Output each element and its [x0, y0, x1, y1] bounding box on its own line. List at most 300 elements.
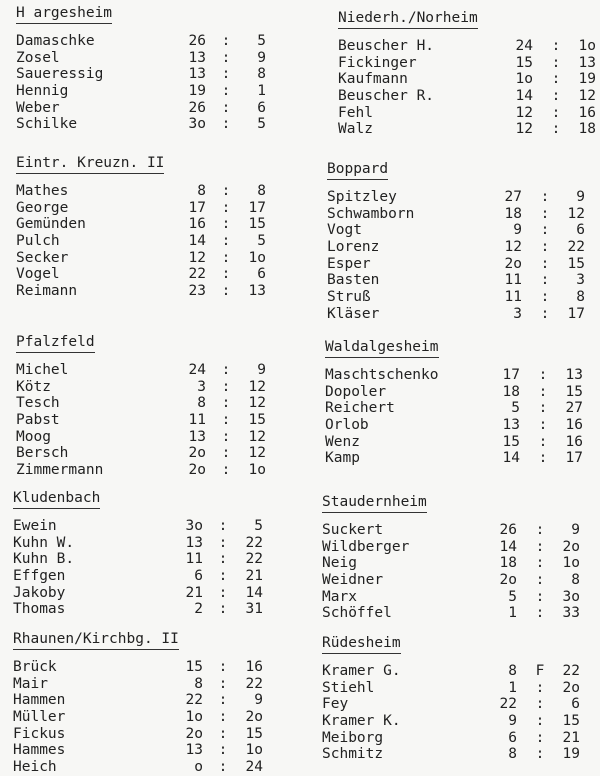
- score-separator: :: [221, 283, 231, 300]
- score-b: 1o: [248, 249, 266, 266]
- score-a: 12: [188, 249, 206, 266]
- player-name: Reimann: [16, 283, 78, 300]
- player-row: [327, 189, 597, 206]
- player-row: [13, 568, 283, 585]
- score-separator: :: [218, 551, 228, 568]
- player-row: [13, 518, 283, 535]
- player-name: Marx: [322, 588, 357, 605]
- team-block: [338, 7, 600, 138]
- player-row: [13, 659, 283, 676]
- score-b: 1: [257, 83, 266, 100]
- score-a: 15: [515, 54, 533, 71]
- score-b: 12: [567, 205, 585, 222]
- score-separator: :: [221, 33, 231, 49]
- score-b: 18: [578, 121, 596, 138]
- score-b: 13: [248, 283, 266, 300]
- player-name: Orlob: [325, 417, 369, 434]
- score-separator: :: [540, 289, 550, 306]
- score-b: 8: [571, 572, 580, 589]
- score-b: 6: [257, 99, 266, 116]
- score-b: 21: [245, 568, 263, 585]
- player-name: Struß: [327, 289, 371, 306]
- player-row: [322, 730, 592, 747]
- score-separator: :: [535, 696, 545, 713]
- player-name: Spitzley: [327, 189, 397, 205]
- player-name: Schmitz: [322, 746, 384, 763]
- player-name: Schilke: [16, 116, 78, 133]
- score-a: 9: [508, 713, 517, 730]
- score-separator: :: [221, 66, 231, 83]
- player-row: [16, 183, 286, 200]
- score-b: 8: [257, 183, 266, 199]
- player-name: Schöffel: [322, 605, 392, 622]
- score-b: 8: [576, 289, 585, 306]
- score-separator: :: [535, 729, 545, 746]
- score-b: 3o: [562, 588, 580, 605]
- score-b: 15: [245, 725, 263, 742]
- score-b: 12: [248, 378, 266, 395]
- player-row: [338, 55, 600, 72]
- player-name: Weidner: [322, 572, 384, 589]
- score-a: 23: [188, 283, 206, 300]
- score-a: o: [194, 759, 203, 776]
- player-row: [13, 551, 283, 568]
- player-name: Gemünden: [16, 216, 86, 233]
- player-name: Fehl: [338, 104, 373, 121]
- player-row: [16, 100, 286, 117]
- player-name: Mathes: [16, 183, 69, 199]
- player-name: Damaschke: [16, 33, 95, 49]
- score-separator: :: [221, 49, 231, 66]
- score-a: 16: [188, 216, 206, 233]
- score-separator: :: [538, 417, 548, 434]
- score-a: 11: [504, 289, 522, 306]
- player-name: Effgen: [13, 568, 66, 585]
- score-a: 11: [185, 551, 203, 568]
- score-a: 1: [508, 605, 517, 622]
- score-b: 16: [565, 433, 583, 450]
- player-row: [327, 222, 597, 239]
- score-b: 1o: [245, 742, 263, 759]
- score-separator: :: [221, 216, 231, 233]
- player-row: [16, 266, 286, 283]
- score-b: 5: [257, 116, 266, 133]
- player-row: [16, 83, 286, 100]
- player-row: [16, 216, 286, 233]
- player-row: [16, 66, 286, 83]
- score-separator: :: [221, 83, 231, 100]
- score-separator: :: [218, 568, 228, 585]
- player-row: [13, 709, 283, 726]
- player-name: Suckert: [322, 522, 384, 538]
- player-name: Vogel: [16, 266, 60, 283]
- score-b: 5: [257, 233, 266, 250]
- player-row: [325, 384, 595, 401]
- team-title: Pfalzfeld: [16, 334, 95, 353]
- player-name: Walz: [338, 121, 373, 138]
- player-name: Brück: [13, 659, 57, 675]
- score-separator: :: [218, 709, 228, 726]
- score-a: 1o: [515, 71, 533, 88]
- score-a: 13: [188, 49, 206, 66]
- score-separator: :: [535, 713, 545, 730]
- player-row: [325, 434, 595, 451]
- player-row: [13, 585, 283, 602]
- player-name: Jakoby: [13, 584, 66, 601]
- player-name: Kamp: [325, 450, 360, 467]
- score-b: 1o: [248, 462, 266, 479]
- score-b: 3: [576, 272, 585, 289]
- player-name: Pabst: [16, 412, 60, 429]
- player-name: Zimmermann: [16, 462, 104, 479]
- player-name: Meiborg: [322, 729, 384, 746]
- score-b: 8: [257, 66, 266, 83]
- score-separator: :: [221, 445, 231, 462]
- score-b: 15: [567, 255, 585, 272]
- score-separator: :: [218, 534, 228, 551]
- team-block: [16, 331, 286, 479]
- score-a: 22: [499, 696, 517, 713]
- player-name: Maschtschenko: [325, 367, 439, 383]
- player-row: [325, 367, 595, 384]
- player-row: [13, 742, 283, 759]
- player-name: Tesch: [16, 395, 60, 412]
- player-name: Secker: [16, 249, 69, 266]
- score-a: 14: [502, 450, 520, 467]
- player-row: [16, 250, 286, 267]
- player-row: [325, 417, 595, 434]
- score-separator: :: [535, 679, 545, 696]
- score-a: 5: [508, 588, 517, 605]
- score-separator: :: [221, 428, 231, 445]
- player-row: [13, 726, 283, 743]
- player-name: Kötz: [16, 378, 51, 395]
- player-name: Kläser: [327, 305, 380, 322]
- player-row: [16, 445, 286, 462]
- score-separator: :: [540, 255, 550, 272]
- player-row: [16, 50, 286, 67]
- score-a: 18: [504, 205, 522, 222]
- score-separator: :: [538, 433, 548, 450]
- score-separator: :: [540, 239, 550, 256]
- score-b: 24: [245, 759, 263, 776]
- score-a: 3: [513, 305, 522, 322]
- score-b: 9: [257, 49, 266, 66]
- score-separator: :: [221, 266, 231, 283]
- score-b: 2o: [245, 709, 263, 726]
- player-name: Moog: [16, 428, 51, 445]
- score-separator: :: [540, 222, 550, 239]
- player-row: [16, 412, 286, 429]
- score-a: 17: [502, 367, 520, 383]
- score-separator: :: [218, 692, 228, 709]
- player-row: [322, 589, 592, 606]
- score-b: 14: [245, 584, 263, 601]
- score-b: 17: [248, 199, 266, 216]
- team-title: Boppard: [327, 161, 388, 180]
- score-a: 24: [188, 362, 206, 378]
- player-name: Heich: [13, 759, 57, 776]
- player-name: Schwamborn: [327, 205, 415, 222]
- player-row: [327, 272, 597, 289]
- player-row: [16, 395, 286, 412]
- score-separator: :: [540, 305, 550, 322]
- score-a: 22: [188, 266, 206, 283]
- player-name: Zosel: [16, 49, 60, 66]
- player-name: Beuscher H.: [338, 38, 435, 54]
- score-separator: :: [538, 450, 548, 467]
- score-separator: :: [551, 71, 561, 88]
- score-b: 16: [565, 417, 583, 434]
- score-a: 3o: [185, 518, 203, 534]
- score-separator: :: [551, 121, 561, 138]
- score-a: 5: [511, 400, 520, 417]
- team-title: Waldalgesheim: [325, 339, 439, 358]
- player-row: [322, 663, 592, 680]
- score-b: 2o: [562, 679, 580, 696]
- player-row: [322, 572, 592, 589]
- score-a: 12: [515, 104, 533, 121]
- player-row: [16, 33, 286, 50]
- player-row: [338, 38, 600, 55]
- score-separator: :: [221, 462, 231, 479]
- team-title: Eintr. Kreuzn. II: [16, 155, 164, 174]
- score-b: 1o: [562, 555, 580, 572]
- player-name: Thomas: [13, 601, 66, 618]
- score-a: 14: [188, 233, 206, 250]
- player-row: [16, 429, 286, 446]
- player-row: [327, 289, 597, 306]
- score-b: 9: [571, 522, 580, 538]
- player-name: Dopoler: [325, 383, 387, 400]
- score-b: 5: [257, 33, 266, 49]
- team-block: [13, 628, 283, 776]
- player-name: Hennig: [16, 83, 69, 100]
- score-separator: :: [535, 555, 545, 572]
- player-row: [16, 116, 286, 133]
- score-b: 15: [565, 383, 583, 400]
- player-name: Wildberger: [322, 538, 410, 555]
- player-name: Vogt: [327, 222, 362, 239]
- team-title: H argesheim: [16, 5, 112, 24]
- player-row: [325, 400, 595, 417]
- score-a: 2: [194, 601, 203, 618]
- score-b: 12: [248, 445, 266, 462]
- score-a: 3o: [188, 116, 206, 133]
- score-a: 14: [515, 88, 533, 105]
- score-a: 11: [188, 412, 206, 429]
- score-a: 13: [502, 417, 520, 434]
- score-b: 22: [567, 239, 585, 256]
- player-row: [327, 306, 597, 323]
- score-separator: :: [540, 205, 550, 222]
- score-a: 18: [499, 555, 517, 572]
- score-a: 17: [188, 199, 206, 216]
- player-row: [338, 71, 600, 88]
- player-name: Esper: [327, 255, 371, 272]
- team-title: Kludenbach: [13, 490, 100, 509]
- score-a: 1: [508, 679, 517, 696]
- score-b: 13: [565, 367, 583, 383]
- player-row: [322, 713, 592, 730]
- score-a: 22: [185, 692, 203, 709]
- score-b: 9: [257, 362, 266, 378]
- score-separator: F: [535, 663, 545, 679]
- player-name: Michel: [16, 362, 69, 378]
- player-name: Stiehl: [322, 679, 375, 696]
- score-a: 8: [508, 663, 517, 679]
- score-b: 2o: [562, 538, 580, 555]
- player-name: Bersch: [16, 445, 69, 462]
- score-a: 2o: [499, 572, 517, 589]
- player-row: [16, 200, 286, 217]
- player-row: [327, 256, 597, 273]
- player-name: Hammen: [13, 692, 66, 709]
- score-b: 15: [248, 216, 266, 233]
- player-name: Beuscher R.: [338, 88, 435, 105]
- score-separator: :: [535, 746, 545, 763]
- score-a: 12: [504, 239, 522, 256]
- score-a: 26: [188, 99, 206, 116]
- score-b: 12: [578, 88, 596, 105]
- score-b: 9: [576, 189, 585, 205]
- score-separator: :: [540, 189, 550, 205]
- score-separator: :: [218, 675, 228, 692]
- player-name: Saueressig: [16, 66, 104, 83]
- score-a: 3: [197, 378, 206, 395]
- score-separator: :: [221, 199, 231, 216]
- player-name: Fickinger: [338, 54, 417, 71]
- score-b: 16: [578, 104, 596, 121]
- score-b: 27: [565, 400, 583, 417]
- score-a: 15: [502, 433, 520, 450]
- score-a: 12: [515, 121, 533, 138]
- score-a: 13: [188, 428, 206, 445]
- score-b: 1o: [578, 38, 596, 54]
- score-a: 26: [188, 33, 206, 49]
- player-row: [322, 555, 592, 572]
- player-row: [16, 379, 286, 396]
- score-separator: :: [218, 584, 228, 601]
- score-b: 5: [254, 518, 263, 534]
- score-b: 22: [562, 663, 580, 679]
- player-name: Lorenz: [327, 239, 380, 256]
- score-b: 6: [257, 266, 266, 283]
- score-separator: :: [221, 412, 231, 429]
- player-row: [13, 759, 283, 776]
- player-row: [16, 233, 286, 250]
- team-title: Rüdesheim: [322, 635, 401, 654]
- score-separator: :: [538, 367, 548, 383]
- score-separator: :: [538, 400, 548, 417]
- player-row: [13, 692, 283, 709]
- score-a: 24: [515, 38, 533, 54]
- team-block: [322, 632, 592, 763]
- score-separator: :: [551, 88, 561, 105]
- score-b: 6: [571, 696, 580, 713]
- score-b: 15: [562, 713, 580, 730]
- player-name: Reichert: [325, 400, 395, 417]
- score-separator: :: [218, 742, 228, 759]
- player-name: Neig: [322, 555, 357, 572]
- player-row: [16, 362, 286, 379]
- score-separator: :: [221, 183, 231, 199]
- score-b: 15: [248, 412, 266, 429]
- score-b: 21: [562, 729, 580, 746]
- score-b: 22: [245, 551, 263, 568]
- team-block: [16, 152, 286, 300]
- team-title: Niederh./Norheim: [338, 10, 478, 29]
- score-b: 19: [562, 746, 580, 763]
- player-name: Pulch: [16, 233, 60, 250]
- score-b: 12: [248, 428, 266, 445]
- score-separator: :: [218, 725, 228, 742]
- player-name: Kuhn W.: [13, 534, 75, 551]
- score-b: 13: [578, 54, 596, 71]
- player-row: [327, 206, 597, 223]
- score-separator: :: [221, 249, 231, 266]
- score-a: 1o: [185, 709, 203, 726]
- score-b: 33: [562, 605, 580, 622]
- score-separator: :: [551, 54, 561, 71]
- player-name: Kramer G.: [322, 663, 401, 679]
- score-separator: :: [218, 759, 228, 776]
- player-name: George: [16, 199, 69, 216]
- player-row: [325, 450, 595, 467]
- player-row: [13, 535, 283, 552]
- score-a: 19: [188, 83, 206, 100]
- score-separator: :: [535, 572, 545, 589]
- score-separator: :: [221, 362, 231, 378]
- score-b: 19: [578, 71, 596, 88]
- score-b: 17: [567, 305, 585, 322]
- score-a: 8: [194, 675, 203, 692]
- score-a: 2o: [504, 255, 522, 272]
- score-separator: :: [221, 395, 231, 412]
- score-a: 8: [508, 746, 517, 763]
- score-a: 6: [508, 729, 517, 746]
- score-b: 17: [565, 450, 583, 467]
- score-separator: :: [538, 383, 548, 400]
- score-a: 2o: [185, 725, 203, 742]
- player-row: [338, 88, 600, 105]
- score-a: 18: [502, 383, 520, 400]
- score-a: 13: [185, 534, 203, 551]
- team-title: Rhaunen/Kirchbg. II: [13, 631, 179, 650]
- score-separator: :: [221, 233, 231, 250]
- score-separator: :: [535, 605, 545, 622]
- score-separator: :: [535, 588, 545, 605]
- score-separator: :: [221, 378, 231, 395]
- score-a: 13: [188, 66, 206, 83]
- score-b: 6: [576, 222, 585, 239]
- score-separator: :: [218, 518, 228, 534]
- player-name: Wenz: [325, 433, 360, 450]
- score-b: 22: [245, 675, 263, 692]
- player-row: [327, 239, 597, 256]
- player-name: Ewein: [13, 518, 57, 534]
- score-a: 13: [185, 742, 203, 759]
- team-block: [16, 2, 286, 133]
- player-name: Müller: [13, 709, 66, 726]
- score-a: 21: [185, 584, 203, 601]
- player-row: [322, 746, 592, 763]
- score-a: 2o: [188, 462, 206, 479]
- score-a: 14: [499, 538, 517, 555]
- score-b: 31: [245, 601, 263, 618]
- team-block: [322, 491, 592, 622]
- player-name: Kramer K.: [322, 713, 401, 730]
